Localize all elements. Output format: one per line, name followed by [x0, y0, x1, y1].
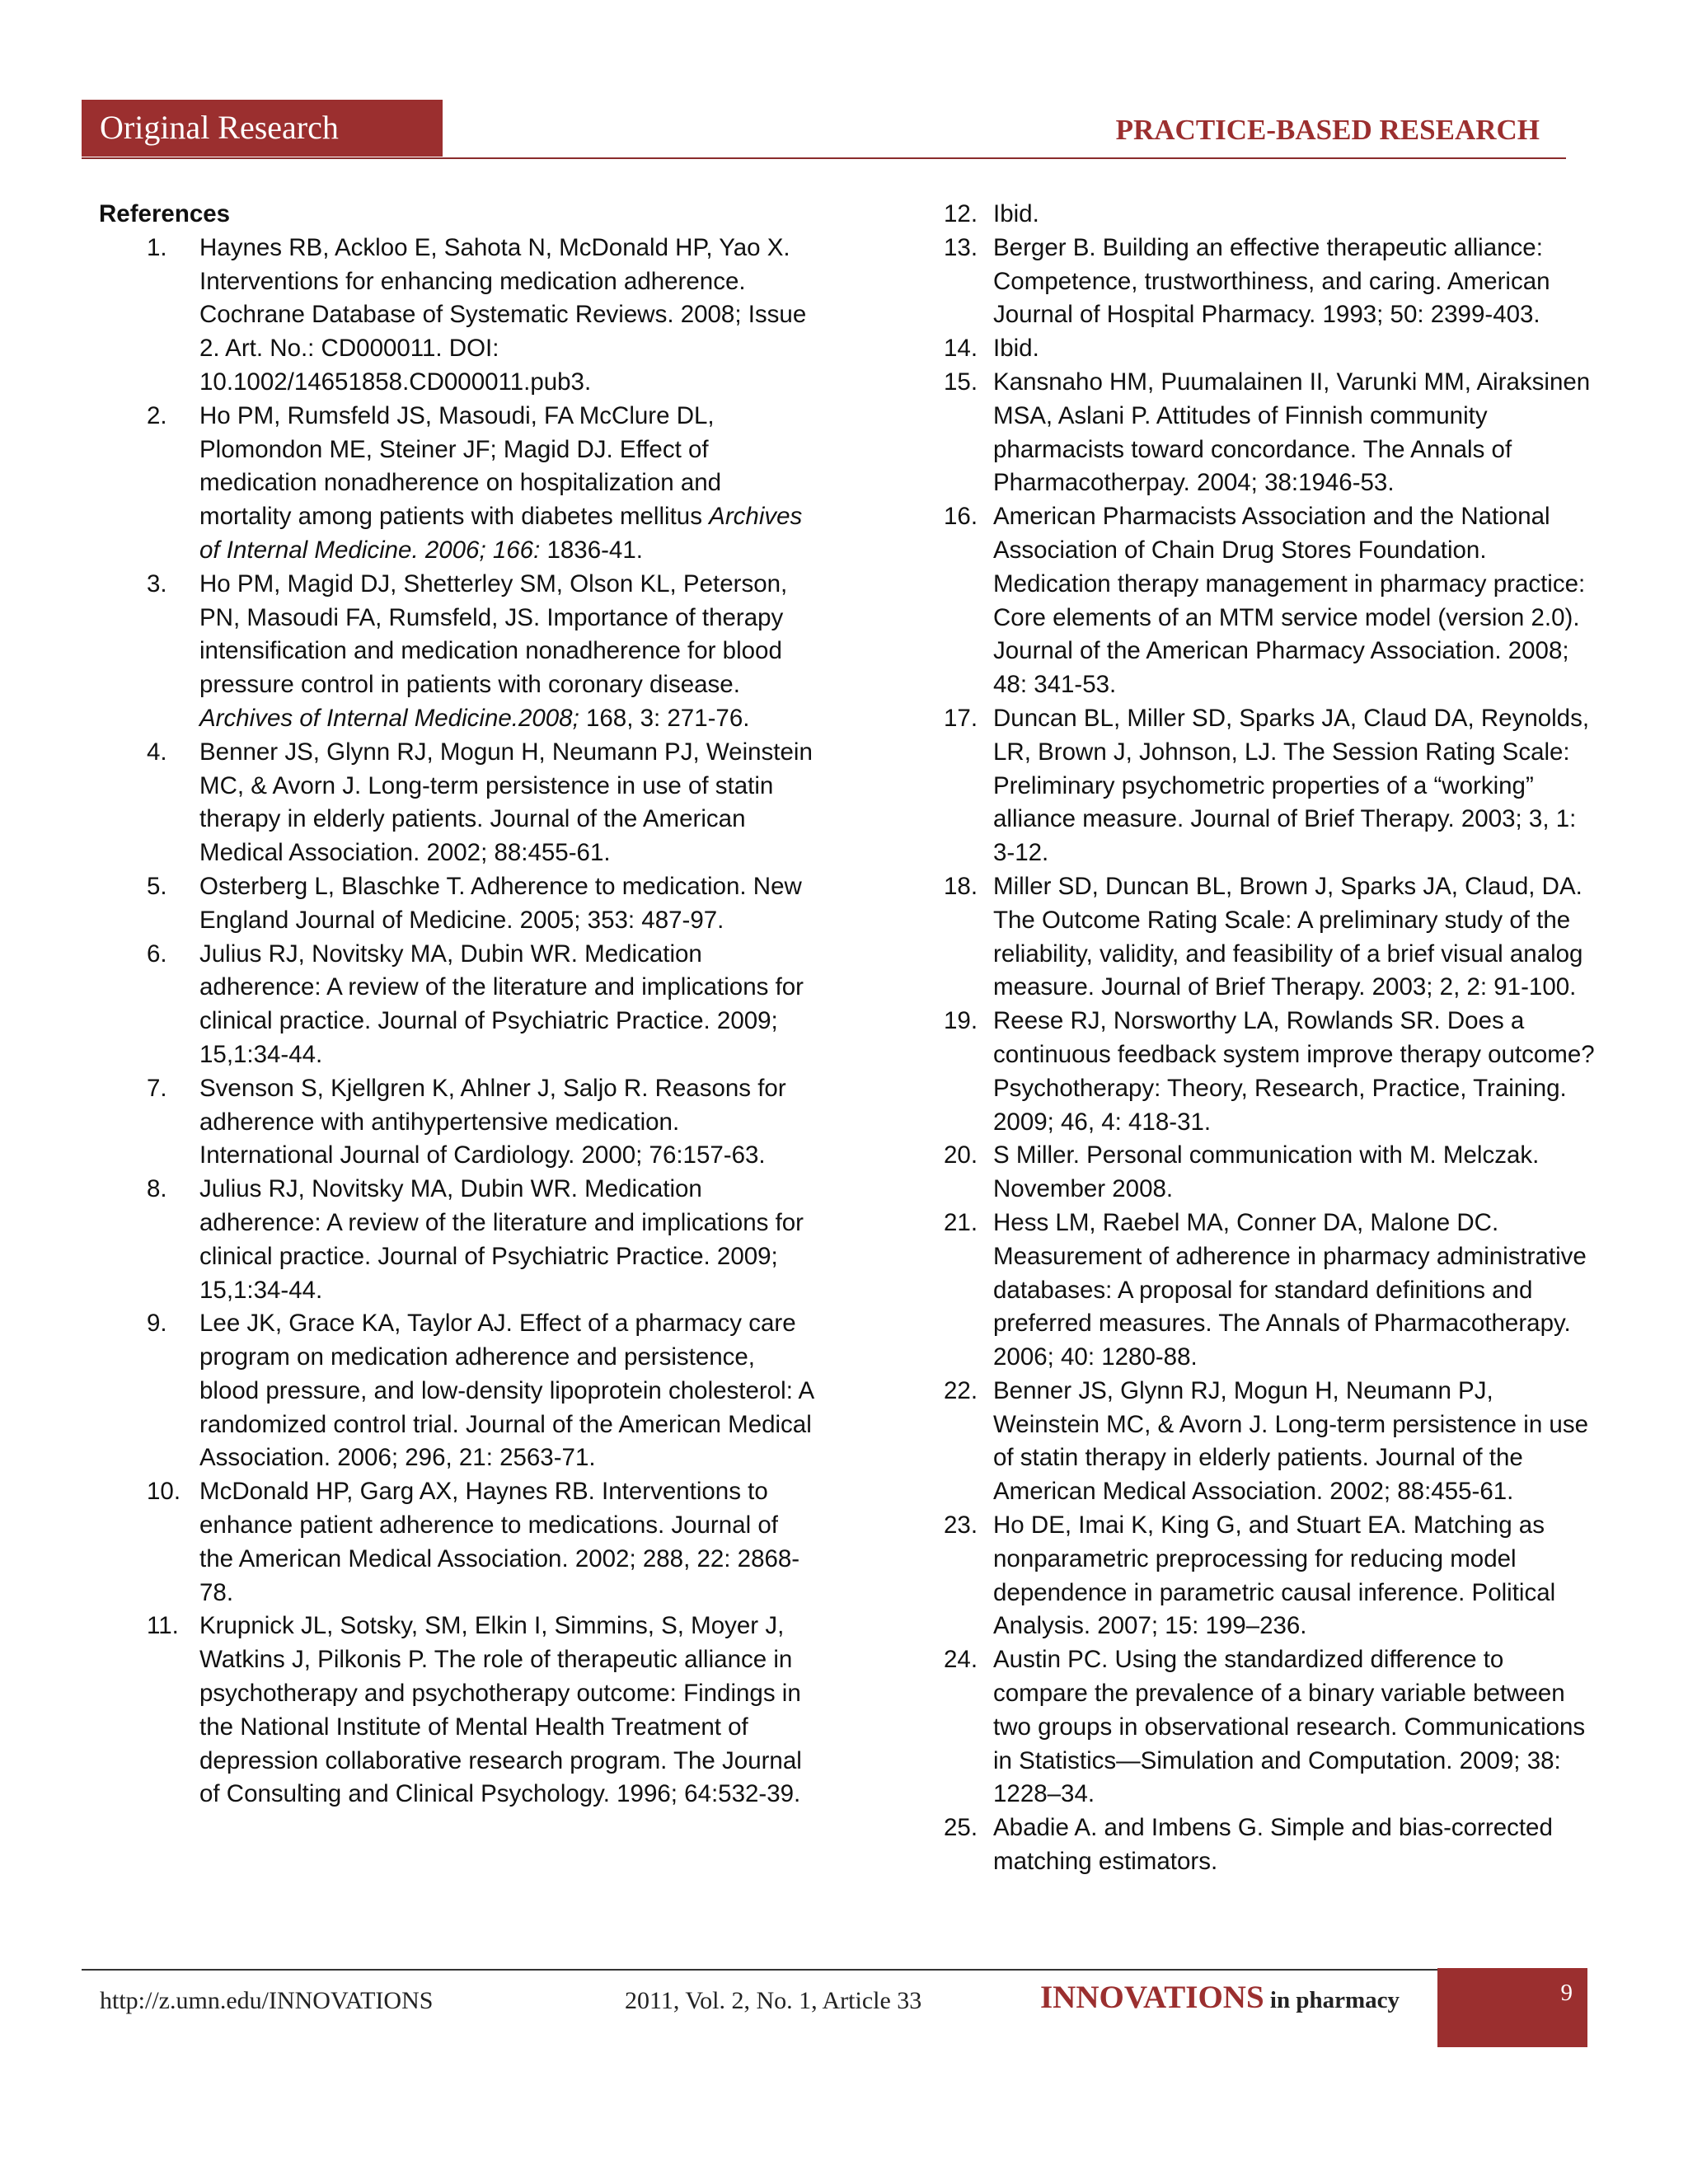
reference-text-segment: 168, 3: 271-76.: [579, 704, 750, 732]
reference-number: 25.: [944, 1814, 978, 1842]
reference-list-right: [894, 198, 1603, 1879]
reference-text-segment: Reese RJ, Norsworthy LA, Rowlands SR. Does a continuous feedback system improve therapy outcome? Psychotherapy: Theory, Research, Practice, Training. 2009; 46, 4: 418-31.: [993, 1007, 1595, 1136]
reference-text: [993, 234, 1550, 329]
reference-number: 18.: [944, 872, 978, 900]
reference-number: 12.: [944, 200, 978, 227]
footer-url[interactable]: http://z.umn.edu/INNOVATIONS: [100, 1987, 434, 2014]
reference-text: [199, 1175, 804, 1303]
reference-text-segment: Lee JK, Grace KA, Taylor AJ. Effect of a pharmacy care program on medication adherence and persistence, blood pressure, and low-density lipoprotein cholesterol: A randomized control trial. Journal of the American Medical Association. 2006; 296, 21: 2563-71.: [199, 1310, 814, 1472]
reference-text-segment: Krupnick JL, Sotsky, SM, Elkin I, Simmins, S, Moyer J, Watkins J, Pilkonis P. The role of therapeutic alliance in psychotherapy and psychotherapy outcome: Findings in the National Institute of Mental Health Treatment of depression collaborative research program. The Journal of Consulting and Clinical Psychology. 1996; 64:532-39.: [199, 1612, 802, 1808]
reference-number: 5.: [147, 872, 167, 900]
reference-journal-italic: Archives of Internal Medicine. 2006; 166:: [199, 503, 803, 564]
reference-text-segment: 1836-41.: [540, 536, 643, 564]
reference-text-segment: Julius RJ, Novitsky MA, Dubin WR. Medication adherence: A review of the literature and implications for clinical practice. Journal of Psychiatric Practice. 2009; 15,1:34-44.: [199, 940, 804, 1068]
reference-item: [894, 1509, 1603, 1643]
reference-text: [993, 873, 1582, 1001]
reference-item: [99, 1610, 816, 1811]
reference-number: 20.: [944, 1141, 978, 1169]
reference-text-segment: Svenson S, Kjellgren K, Ahlner J, Saljo R. Reasons for adherence with antihypertensive medication. International Journal of Cardiology. 2000; 76:157-63.: [199, 1074, 786, 1169]
reference-number: 19.: [944, 1007, 978, 1035]
reference-text: [993, 1814, 1553, 1875]
reference-text: [199, 1075, 786, 1169]
reference-text-segment: S Miller. Personal communication with M. Melczak. November 2008.: [993, 1141, 1540, 1203]
reference-item: [99, 736, 816, 870]
reference-text-segment: Miller SD, Duncan BL, Brown J, Sparks JA, Claud, DA. The Outcome Rating Scale: A preliminary study of the reliability, validity, and feasibility of a brief visual analog measure. Journal of Brief Therapy. 2003; 2, 2: 91-100.: [993, 872, 1583, 1001]
reference-item: [99, 938, 816, 1072]
reference-item: [99, 400, 816, 568]
reference-number: 11.: [147, 1612, 179, 1640]
journal-brand: [1040, 1979, 1400, 2016]
reference-text: [199, 234, 806, 396]
reference-number: 23.: [944, 1511, 978, 1540]
reference-text-segment: Osterberg L, Blaschke T. Adherence to medication. New England Journal of Medicine. 2005; 353: 487-97.: [199, 872, 802, 934]
page-number-box: [1437, 1968, 1587, 2047]
reference-item: [894, 366, 1603, 500]
reference-number: 3.: [147, 569, 167, 598]
reference-list-left: [99, 232, 816, 1811]
reference-text-segment: Duncan BL, Miller SD, Sparks JA, Claud DA, Reynolds, LR, Brown J, Johnson, LJ. The Session Rating Scale: Preliminary psychometric properties of a “working” alliance measure. Journal of Brief Therapy. 2003; 3, 1: 3-12.: [993, 704, 1590, 867]
reference-text-segment: Austin PC. Using the standardized difference to compare the prevalence of a binary variable between two groups in observational research. Communications in Statistics—Simulation and Computation. 2009; 38: 1228–34.: [993, 1646, 1586, 1808]
reference-item: [894, 500, 1603, 702]
reference-number: 15.: [944, 368, 978, 396]
reference-number: 8.: [147, 1175, 167, 1203]
page-header: [82, 100, 1566, 159]
reference-text-segment: Ibid.: [993, 200, 1039, 227]
reference-text-segment: Hess LM, Raebel MA, Conner DA, Malone DC. Measurement of adherence in pharmacy administrative databases: A proposal for standard definitions and preferred measures. The Annals of Pharmacotherapy. 2006; 40: 1280-88.: [993, 1208, 1587, 1371]
references-heading: References: [99, 200, 231, 227]
reference-item: [99, 870, 816, 938]
reference-item: [99, 1307, 816, 1475]
reference-number: 16.: [944, 503, 978, 531]
reference-text: [199, 738, 813, 866]
references-column-right: [894, 198, 1603, 1879]
reference-text-segment: Ho PM, Rumsfeld JS, Masoudi, FA McClure DL, Plomondon ME, Steiner JF; Magid DJ. Effect of medication nonadherence on hospitalization and mortality among patients with diabetes mellitus: [199, 401, 722, 531]
journal-brand-sub: in pharmacy: [1264, 1987, 1400, 2013]
section-tab: [82, 100, 443, 157]
reference-text-segment: Haynes RB, Ackloo E, Sahota N, McDonald HP, Yao X. Interventions for enhancing medication adherence. Cochrane Database of Systematic Reviews. 2008; Issue 2. Art. No.: CD000011. DOI: 10.1002/14651858.CD000011.pub3.: [199, 233, 807, 396]
reference-text-segment: American Pharmacists Association and the National Association of Chain Drug Stores Foundation. Medication therapy management in pharmacy practice: Core elements of an MTM service model (version 2.0). Journal of the American Pharmacy Association. 2008; 48: 341-53.: [993, 503, 1586, 699]
reference-text: [199, 402, 802, 564]
reference-item: [894, 1139, 1603, 1207]
reference-text: [199, 1310, 814, 1471]
reference-number: 4.: [147, 738, 167, 766]
reference-number: 24.: [944, 1646, 978, 1674]
category-label: PRACTICE-BASED RESEARCH: [1115, 114, 1540, 146]
reference-number: 22.: [944, 1376, 978, 1404]
reference-item: [894, 870, 1603, 1005]
reference-text: [993, 705, 1589, 866]
page-number: 9: [1560, 1980, 1573, 2006]
reference-journal-italic: Archives of Internal Medicine.2008;: [199, 704, 579, 732]
reference-item: [894, 332, 1603, 366]
reference-number: 10.: [147, 1478, 181, 1506]
reference-text-segment: McDonald HP, Garg AX, Haynes RB. Interventions to enhance patient adherence to medications. Journal of the American Medical Association. 2002; 288, 22: 2868-78.: [199, 1478, 800, 1606]
reference-item: [894, 232, 1603, 332]
reference-text: [199, 873, 802, 934]
header-divider: [82, 157, 1566, 159]
reference-text: [993, 200, 1039, 227]
footer-divider: [82, 1969, 1437, 1971]
reference-item: [894, 1811, 1603, 1879]
reference-item: [99, 1475, 816, 1610]
section-label: Original Research: [100, 109, 339, 146]
reference-text-segment: Julius RJ, Novitsky MA, Dubin WR. Medication adherence: A review of the literature and implications for clinical practice. Journal of Psychiatric Practice. 2009; 15,1:34-44.: [199, 1175, 804, 1304]
references-column-left: [99, 198, 816, 1811]
reference-text-segment: Berger B. Building an effective therapeutic alliance: Competence, trustworthiness, and caring. American Journal of Hospital Pharmacy. 1993; 50: 2399-403.: [993, 233, 1550, 329]
reference-number: 6.: [147, 940, 167, 968]
reference-text-segment: Kansnaho HM, Puumalainen II, Varunki MM, Airaksinen MSA, Aslani P. Attitudes of Finnish community pharmacists toward concordance. The Annals of Pharmacotherpay. 2004; 38:1946-53.: [993, 368, 1591, 497]
reference-item: [894, 702, 1603, 870]
reference-item: [894, 1375, 1603, 1509]
reference-item: [99, 232, 816, 400]
reference-number: 7.: [147, 1074, 167, 1102]
reference-item: [99, 1072, 816, 1173]
footer-issue-info: 2011, Vol. 2, No. 1, Article 33: [625, 1987, 922, 2014]
reference-text: [993, 1141, 1539, 1202]
reference-item: [99, 1173, 816, 1307]
reference-text: [993, 503, 1585, 698]
reference-text: [993, 1377, 1588, 1505]
reference-number: 13.: [944, 233, 978, 261]
reference-text: [199, 940, 804, 1068]
reference-text: [199, 1478, 799, 1605]
reference-number: 21.: [944, 1208, 978, 1236]
reference-text: [199, 1612, 802, 1807]
reference-text: [993, 1646, 1585, 1807]
reference-item: [894, 1207, 1603, 1375]
reference-text: [993, 1511, 1555, 1639]
reference-text-segment: Ibid.: [993, 335, 1039, 363]
reference-text-segment: Ho PM, Magid DJ, Shetterley SM, Olson KL, Peterson, PN, Masoudi FA, Rumsfeld, JS. Importance of therapy intensification and medication nonadherence for blood pressure control in patients with coronary disease.: [199, 569, 788, 699]
reference-text: [993, 1007, 1595, 1135]
reference-item: [894, 1643, 1603, 1811]
reference-text: [993, 368, 1590, 496]
reference-text: [199, 570, 787, 732]
reference-number: 17.: [944, 704, 978, 732]
reference-text: [993, 335, 1039, 362]
reference-text-segment: Benner JS, Glynn RJ, Mogun H, Neumann PJ, Weinstein MC, & Avorn J. Long-term persistence in use of statin therapy in elderly patients. Journal of the American Medical Association. 2002; 88:455-61.: [199, 738, 813, 867]
reference-text: [993, 1209, 1587, 1371]
reference-text-segment: Ho DE, Imai K, King G, and Stuart EA. Matching as nonparametric preprocessing for reducing model dependence in parametric causal inference. Political Analysis. 2007; 15: 199–236.: [993, 1511, 1556, 1640]
reference-number: 1.: [147, 233, 167, 261]
reference-item: [99, 568, 816, 736]
reference-item: [894, 198, 1603, 232]
reference-item: [894, 1005, 1603, 1139]
reference-number: 9.: [147, 1310, 167, 1338]
reference-text-segment: Abadie A. and Imbens G. Simple and bias-corrected matching estimators.: [993, 1814, 1553, 1876]
reference-number: 2.: [147, 401, 167, 429]
reference-number: 14.: [944, 335, 978, 363]
journal-brand-main: INNOVATIONS: [1040, 1980, 1264, 2015]
reference-text-segment: Benner JS, Glynn RJ, Mogun H, Neumann PJ, Weinstein MC, & Avorn J. Long-term persistence in use of statin therapy in elderly patients. Journal of the American Medical Association. 2002; 88:455-61.: [993, 1376, 1588, 1506]
